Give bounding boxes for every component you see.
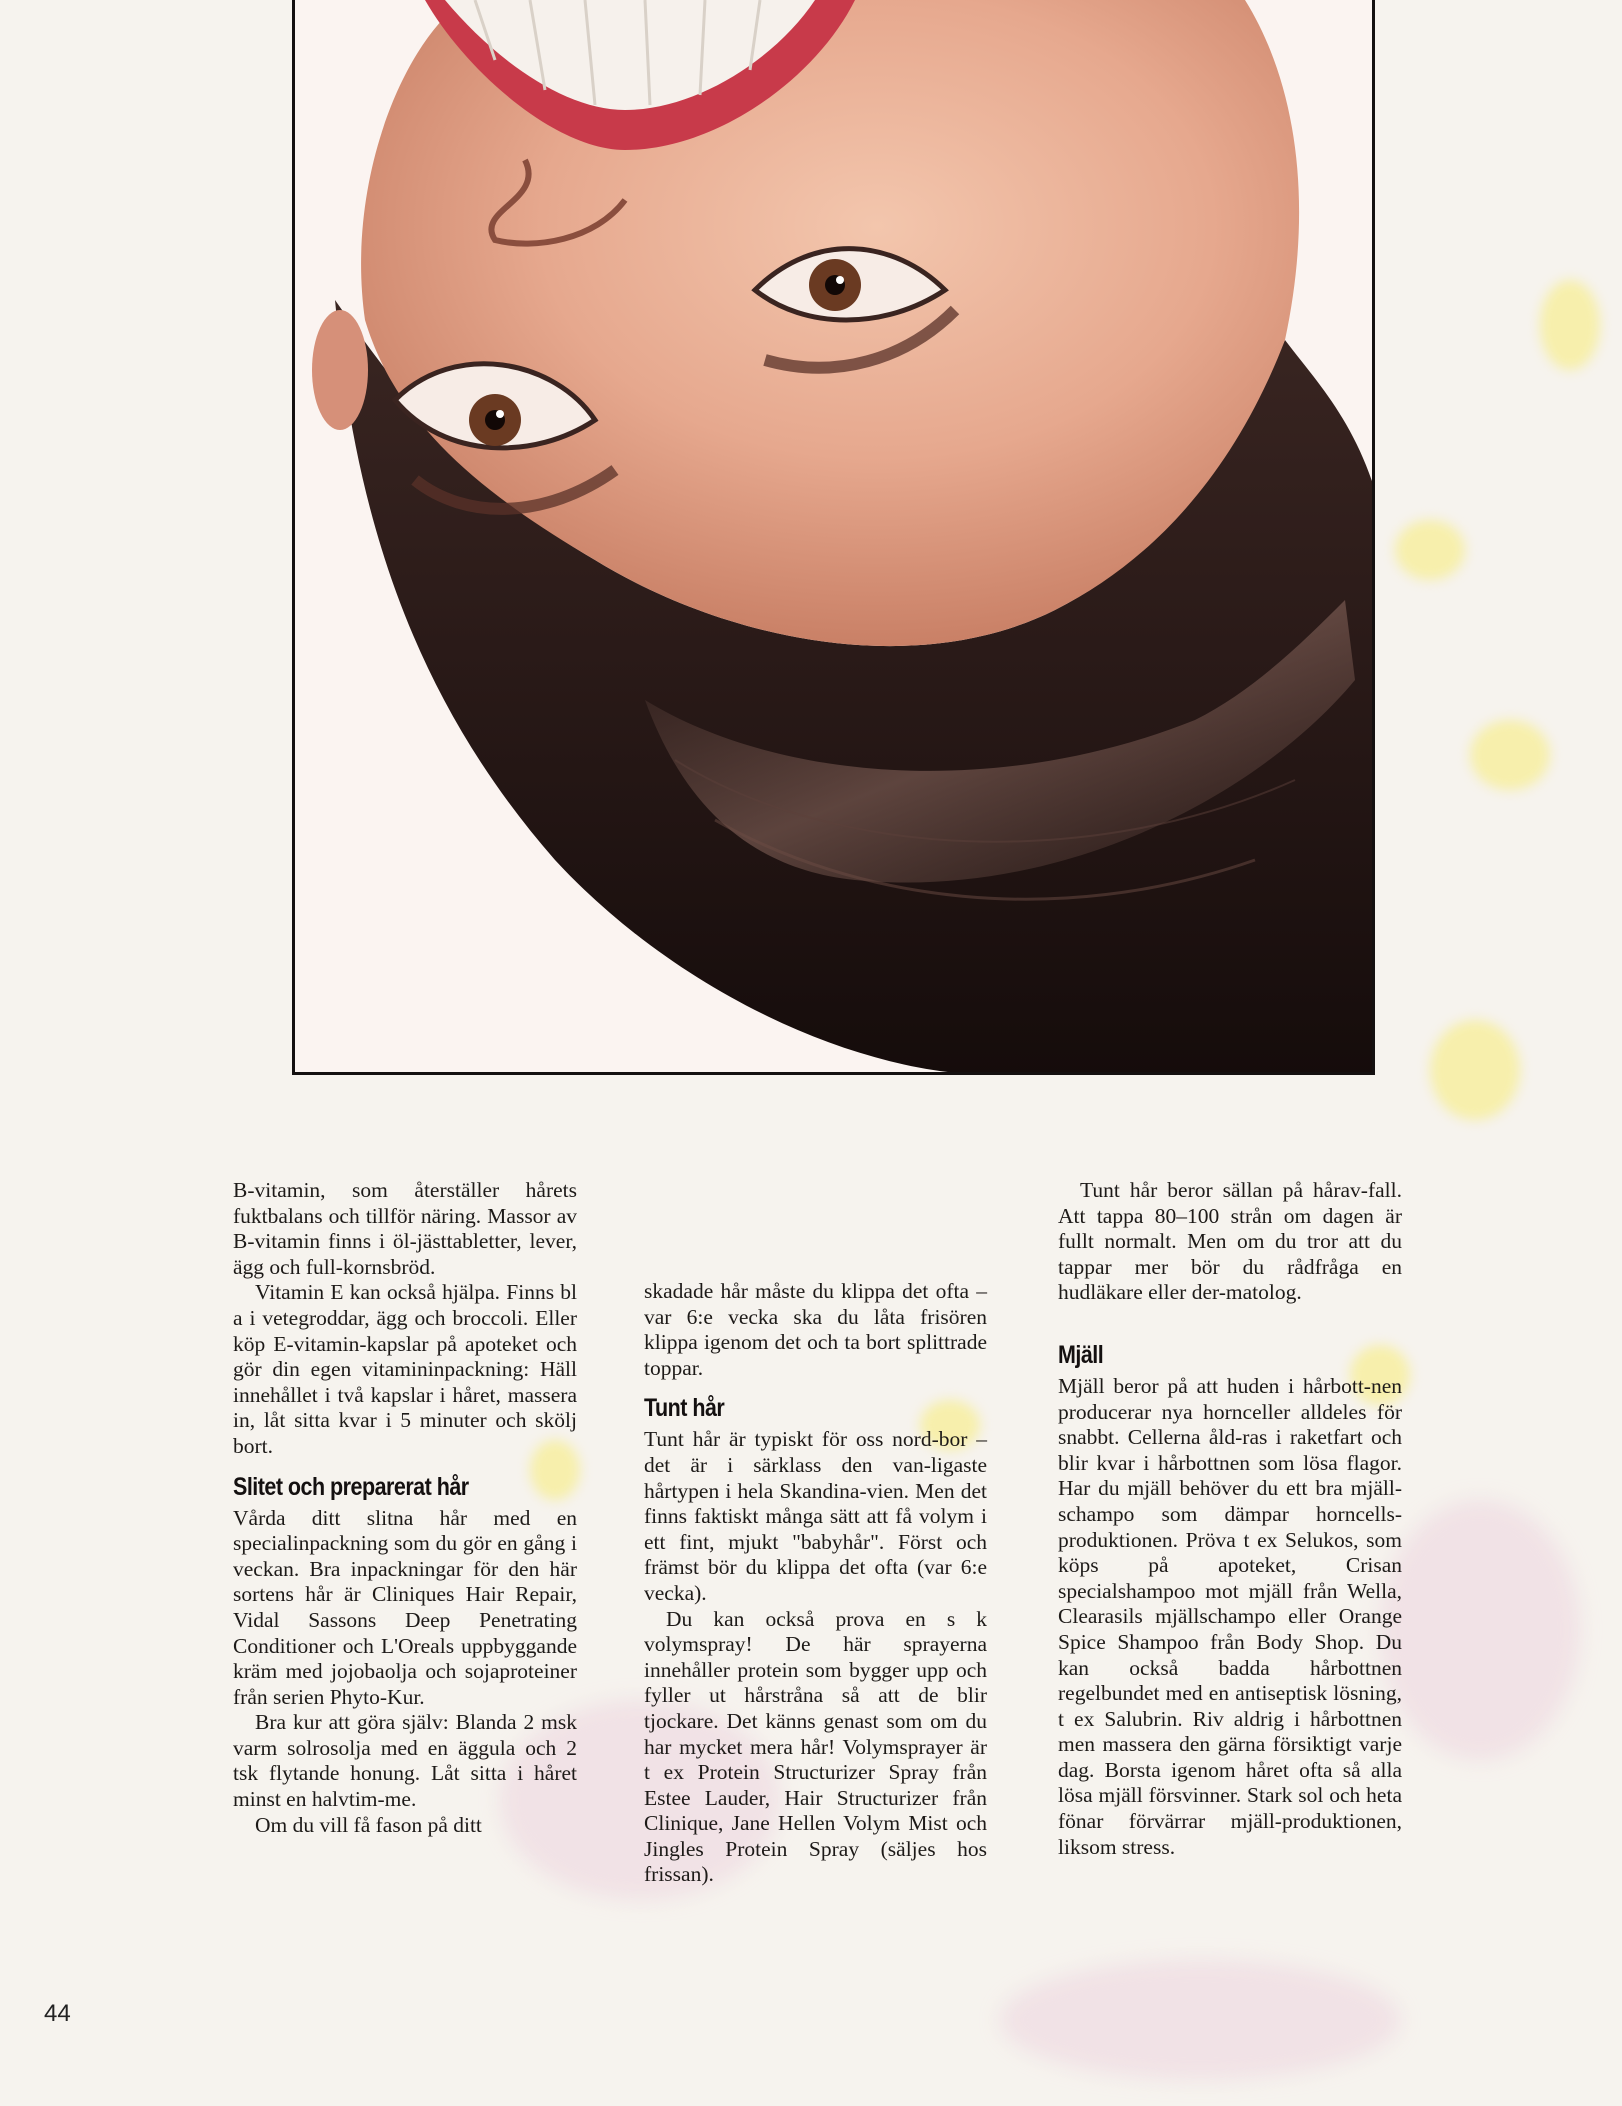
paragraph: Om du vill få fason på ditt [255,1812,482,1837]
paper-stain [1430,1020,1520,1120]
section-heading: Slitet och preparerat hår [233,1472,469,1501]
paper-stain [1380,1500,1580,1760]
paper-stain [1395,520,1465,580]
paragraph: Tunt hår är typiskt för oss nord-bor – det är i särklass den van-ligaste hårtypen i hela Skandina-vien. Men det finns faktiskt många sätt att få volym i ett fint, mjukt "babyhår". Först och främst bör du klippa det ofta (var 6:e vecka). [644,1427,987,1605]
page-number: 44 [44,2000,71,2027]
paragraph: Vårda ditt slitna hår med en specialinpackning som du gör en gång i veckan. Bra inpackningar för den här sortens hår är Cliniques Hair Repair, Vidal Sassons Deep Penetrating Conditioner och L'Oreals uppbyggande kräm med jojobaolja och sojaproteiner från serien Phyto-Kur. [233,1505,577,1709]
section-heading: Tunt hår [644,1394,725,1423]
paragraph: Bra kur att göra själv: Blanda 2 msk varm solrosolja med en äggula och 2 tsk flytande honung. Låt sitta i håret minst en halvtim-me. [233,1710,577,1812]
paragraph: skadade hår måste du klippa det ofta – var 6:e vecka ska du låta frisören klippa igenom det och ta bort splittrade toppar. [644,1279,987,1380]
paragraph: Mjäll beror på att huden i hårbott-nen producerar nya hornceller alldeles för snabbt. Cellerna åld-ras i raketfart och blir kvar i hårbottnen som lösa flagor. Har du mjäll behöver du ett bra mjäll-schampo som dämpar horncells-produktionen. Pröva t ex Selukos, som köps på apoteket, Crisan specialshampoo mot mjäll från Wella, Clearasils mjällschampo eller Orange Spice Shampoo från Body Shop. Du kan också badda hårbottnen regelbundet med en antiseptisk lösning, t ex Salubrin. Riv aldrig i hårbottnen men massera den gärna försiktigt varje dag. Borsta igenom håret ofta så alla lösa mjäll försvinner. Stark sol och heta fönar förvärrar mjäll-produktionen, liksom stress. [1058,1373,1402,1859]
paragraph: Vitamin E kan också hjälpa. Finns bl a i vetegroddar, ägg och broccoli. Eller köp E-vitamin-kapslar på apoteket och gör din egen vitamininpackning: Häll innehållet i två kapslar i håret, massera in, låt sitta kvar i 5 minuter och skölj bort. [233,1280,577,1458]
paragraph: Tunt hår beror sällan på hårav-fall. Att tappa 80–100 strån om dagen är fullt normalt. Men om du tror att du tappar mer bör du rådfråga en hudläkare eller der-matolog. [1058,1178,1402,1305]
paper-stain [1540,280,1600,370]
article-column-1 [233,1178,577,1838]
article-column-3 [1058,1178,1402,1860]
paragraph: B-vitamin, som återställer hårets fuktbalans och tillför näring. Massor av B-vitamin finns i öl-jästtabletter, lever, ägg och full-kornsbröd. [233,1178,577,1279]
article-column-2 [644,1279,987,1888]
section-heading: Mjäll [1058,1340,1104,1369]
portrait-photo [292,0,1375,1075]
portrait-illustration [295,0,1375,1075]
paper-stain [1470,720,1550,790]
paragraph: Du kan också prova en s k volymspray! De här sprayerna innehåller protein som bygger upp och fyller ut hårstråna så att de blir tjockare. Det känns genast som om du har mycket mera hår! Volymsprayer är t ex Protein Structurizer Spray från Estee Lauder, Hair Structurizer från Clinique, Jane Hellen Volym Mist och Jingles Protein Spray (säljes hos frissan). [644,1606,987,1887]
paper-stain [1000,1960,1400,2080]
